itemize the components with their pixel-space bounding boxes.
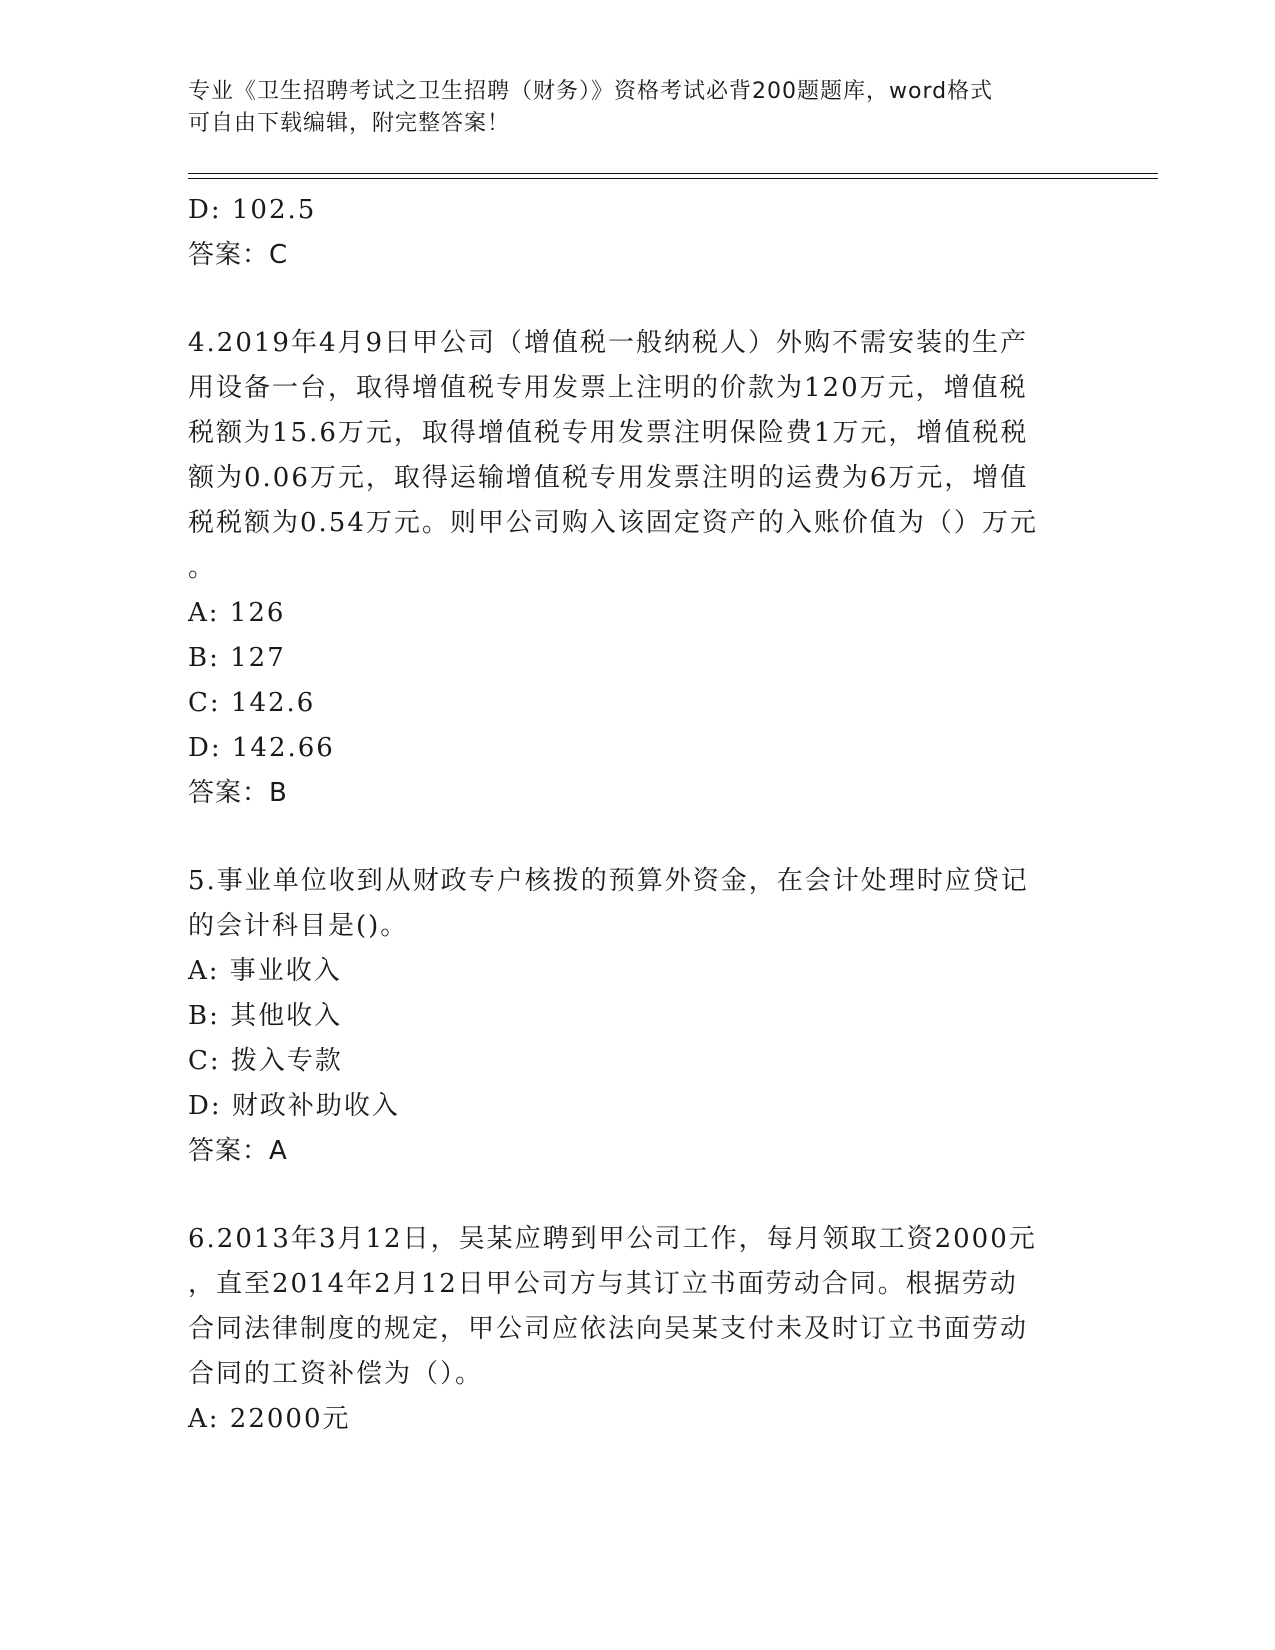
question-6 <box>188 1217 1088 1442</box>
question-4 <box>188 321 1088 816</box>
question-stem-line: 合同的工资补偿为（）。 <box>188 1359 484 1389</box>
option-a: A: 事业收入 <box>188 956 342 986</box>
question-stem-line: 6.2013年3月12日，吴某应聘到甲公司工作，每月领取工资2000元 <box>188 1224 1037 1254</box>
question-5 <box>188 859 1088 1174</box>
option-d: D: 102.5 <box>188 195 317 225</box>
option-a: A: 22000元 <box>188 1404 351 1434</box>
header-rule-bottom <box>188 178 1158 179</box>
document-header <box>188 76 1068 140</box>
question-stem-line: 4.2019年4月9日甲公司（增值税一般纳税人）外购不需安装的生产 <box>188 328 1029 358</box>
question-3-tail <box>188 188 1088 278</box>
question-stem-line: ，直至2014年2月12日甲公司方与其订立书面劳动合同。根据劳动 <box>188 1269 1018 1299</box>
question-stem-line: 合同法律制度的规定，甲公司应依法向吴某支付未及时订立书面劳动 <box>188 1314 1029 1344</box>
question-stem-line: 用设备一台，取得增值税专用发票上注明的价款为120万元，增值税 <box>188 373 1028 403</box>
answer: 答案：B <box>188 778 288 808</box>
header-rule-top <box>188 173 1158 174</box>
option-b: B: 其他收入 <box>188 1001 343 1031</box>
question-stem-line: 5.事业单位收到从财政专户核拨的预算外资金，在会计处理时应贷记 <box>188 866 1029 896</box>
option-c: C: 拨入专款 <box>188 1046 343 1076</box>
header-line-2: 可自由下载编辑，附完整答案！ <box>188 111 511 136</box>
option-d: D: 142.66 <box>188 733 335 763</box>
option-b: B: 127 <box>188 643 286 673</box>
question-list <box>188 188 1088 1442</box>
question-stem-line: 税税额为0.54万元。则甲公司购入该固定资产的入账价值为（）万元 <box>188 508 1038 538</box>
question-stem-line: 额为0.06万元，取得运输增值税专用发票注明的运费为6万元，增值 <box>188 463 1029 493</box>
option-a: A: 126 <box>188 598 286 628</box>
header-line-1: 专业《卫生招聘考试之卫生招聘（财务）》资格考试必背200题题库，word格式 <box>188 79 994 104</box>
answer: 答案：C <box>188 240 289 270</box>
question-stem-line: 。 <box>188 553 217 583</box>
question-stem-line: 的会计科目是()。 <box>188 911 409 941</box>
option-c: C: 142.6 <box>188 688 316 718</box>
option-d: D: 财政补助收入 <box>188 1091 400 1121</box>
question-stem-line: 税额为15.6万元，取得增值税专用发票注明保险费1万元，增值税税 <box>188 418 1029 448</box>
answer: 答案：A <box>188 1136 288 1166</box>
